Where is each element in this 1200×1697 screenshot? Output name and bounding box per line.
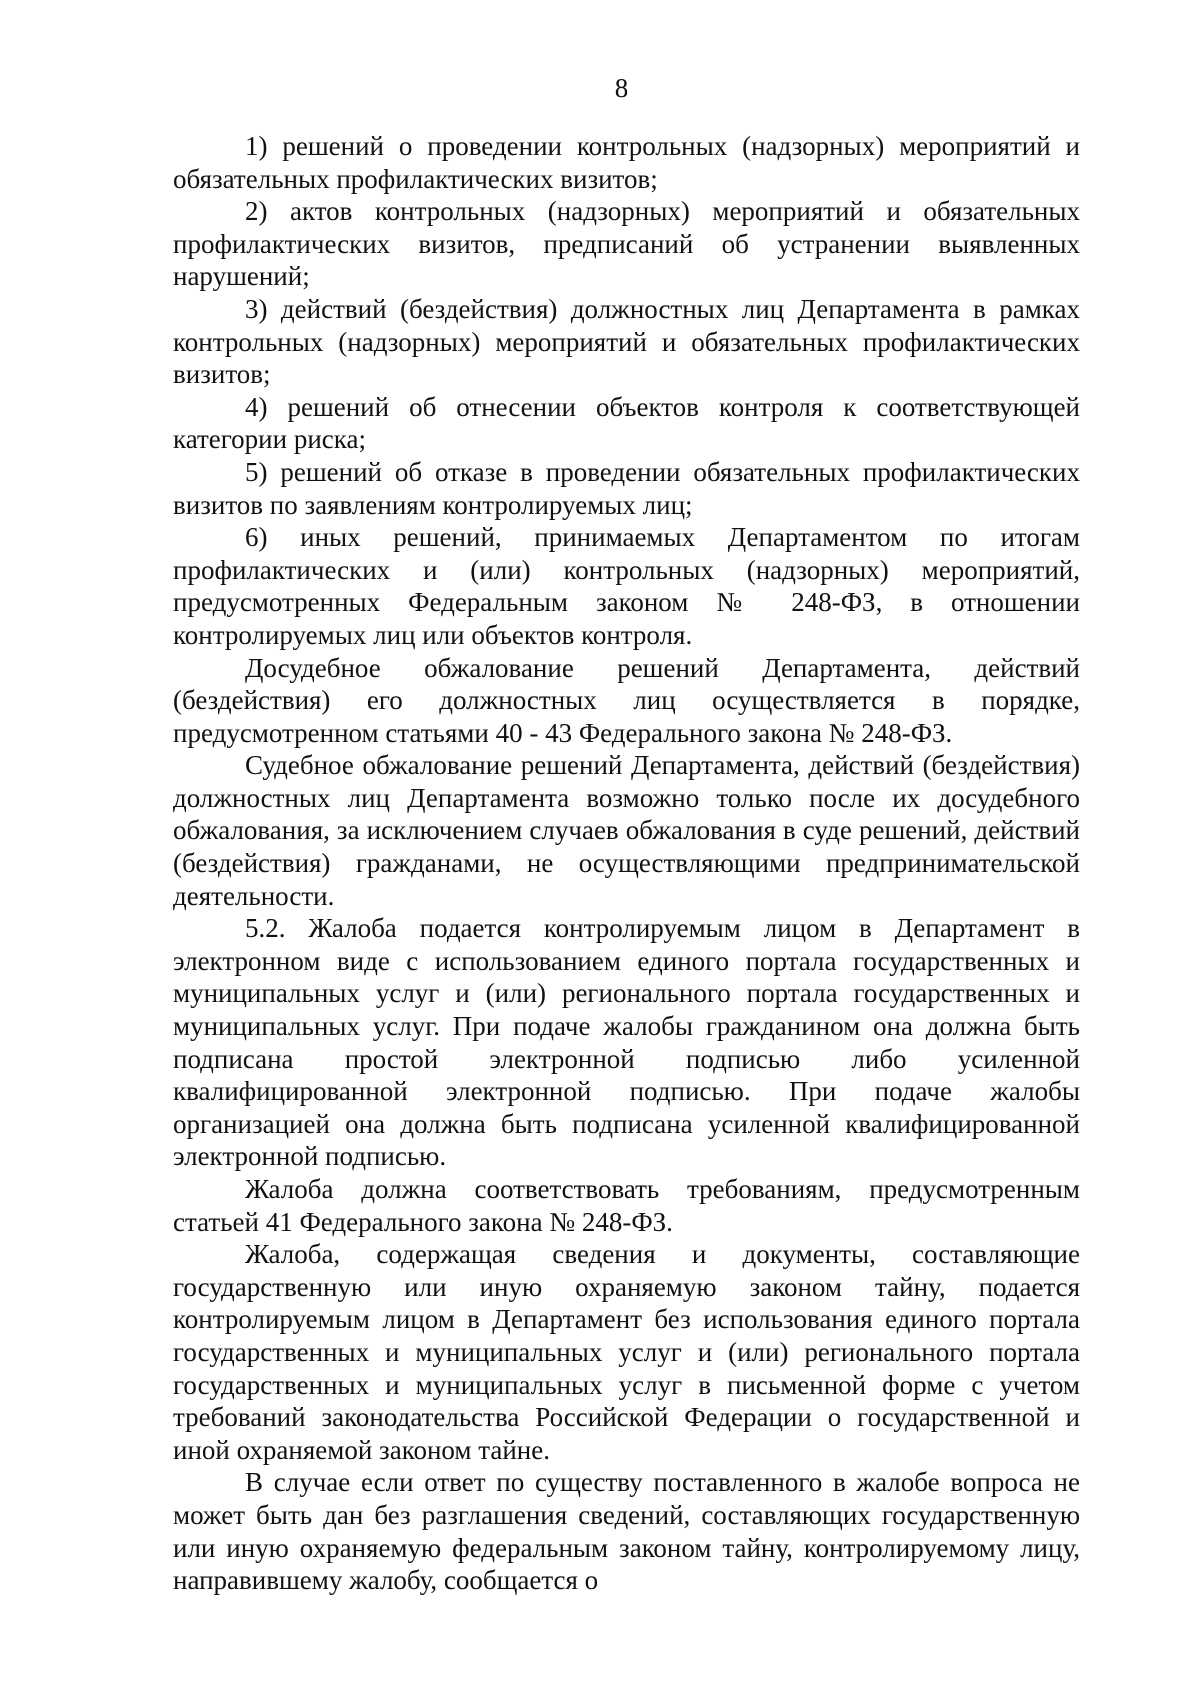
paragraph-appeal-item-1: 1) решений о проведении контрольных (надзорных) мероприятий и обязательных профилактических визитов; xyxy=(173,131,1080,194)
document-body xyxy=(173,130,1080,1597)
paragraph-complaint-requirements: Жалоба должна соответствовать требованиям, предусмотренным статьей 41 Федерального закона № 248-ФЗ. xyxy=(173,1174,1080,1237)
paragraph-secret-disclosure: В случае если ответ по существу поставленного в жалобе вопроса не может быть дан без разглашения сведений, составляющих государственную или иную охраняемую федеральным законом тайну, контролируемому лицу, направившему жалобу, сообщается о xyxy=(173,1467,1080,1596)
paragraph-appeal-item-3: 3) действий (бездействия) должностных лиц Департамента в рамках контрольных (надзорных) мероприятий и обязательных профилактических визитов; xyxy=(173,293,1080,390)
paragraph-judicial-appeal: Судебное обжалование решений Департамента, действий (бездействия) должностных лиц Департамента возможно только после их досудебного обжалования, за исключением случаев обжалования в суде решений, действий (бездействия) гражданами, не осуществляющими предпринимательской деятельности. xyxy=(173,750,1080,911)
paragraph-appeal-item-2: 2) актов контрольных (надзорных) мероприятий и обязательных профилактических визитов, предписаний об устранении выявленных нарушений; xyxy=(173,196,1080,292)
paragraph-appeal-item-5: 5) решений об отказе в проведении обязательных профилактических визитов по заявлениям контролируемых лиц; xyxy=(173,456,1080,520)
paragraph-appeal-item-4: 4) решений об отнесении объектов контроля к соответствующей категории риска; xyxy=(173,391,1080,455)
paragraph-classified-complaint: Жалоба, содержащая сведения и документы, составляющие государственную или иную охраняемую законом тайну, подается контролируемым лицом в Департамент без использования единого портала государственных и муниципальных услуг и (или) регионального портала государственных и муниципальных услуг в письменной форме с учетом требований законодательства Российской Федерации о государственной и иной охраняемой законом тайне. xyxy=(173,1239,1080,1465)
page-number: 8 xyxy=(614,73,629,103)
paragraph-appeal-item-6: 6) иных решений, принимаемых Департаментом по итогам профилактических и (или) контрольных (надзорных) мероприятий, предусмотренных Федеральным законом № 248-ФЗ, в отношении контролируемых лиц или объектов контроля. xyxy=(173,522,1080,650)
paragraph-pretrial-appeal: Досудебное обжалование решений Департамента, действий (бездействия) его должностных лиц осуществляется в порядке, предусмотренном статьями 40 - 43 Федерального закона № 248-ФЗ. xyxy=(173,652,1080,748)
paragraph-section-5-2: 5.2. Жалоба подается контролируемым лицом в Департамент в электронном виде с использованием единого портала государственных и муниципальных услуг и (или) регионального портала государственных и муниципальных услуг. При подаче жалобы гражданином она должна быть подписана простой электронной подписью либо усиленной квалифицированной электронной подписью. При подаче жалобы организацией она должна быть подписана усиленной квалифицированной электронной подписью. xyxy=(173,913,1080,1172)
